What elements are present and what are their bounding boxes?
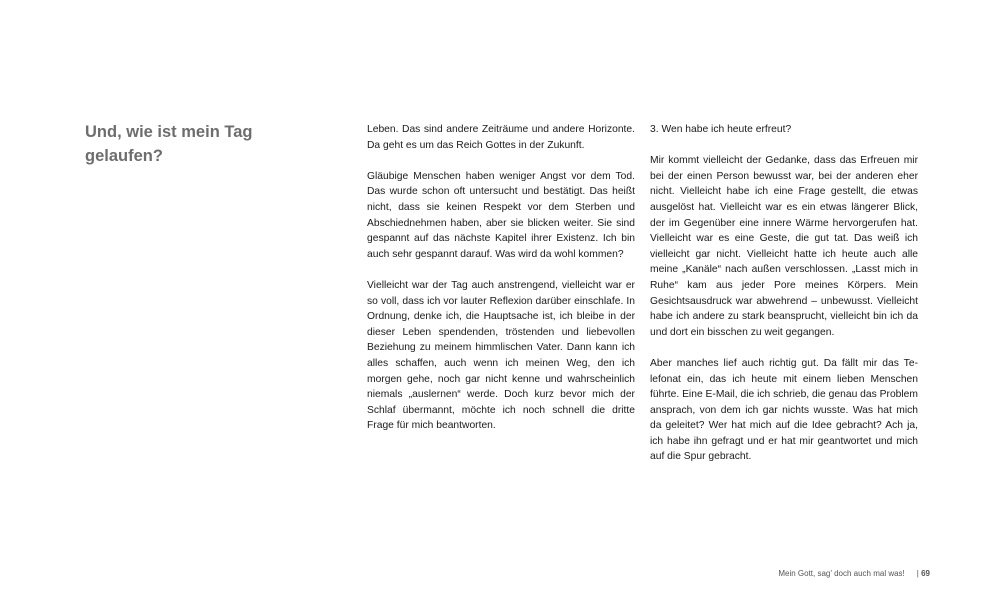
question-heading: 3. Wen habe ich heute erfreut? (650, 124, 792, 135)
paragraph: Mir kommt vielleicht der Gedanke, dass das Erfreuen mir bei der einen Person bewusst war, bei der anderen eher nicht. Vielleicht habe ich eine Frage gestellt, die etwas ausgelöst hat. Vielleicht war es ein etwas längerer Blick, der im Gegenüber eine innere Wärme hervorgerufen hat. Vielleicht war es eine Geste, die gut tat. Das weiß ich vielleicht gar nicht. Vielleicht hatte ich heute auch alle meine „Kanäle“ nach außen verschlossen. „Lasst mich in Ruhe“ kam aus jeder Pore meines Körpers. Mein Gesichtsausdruck war abwehrend – unbewusst. Vielleicht habe ich andere zu stark beansprucht, vielleicht bin ich da und dort ein bisschen zu weit gegangen. (650, 155, 918, 338)
section-heading: Und, wie ist mein Tag gelaufen? (85, 123, 253, 165)
paragraph: Leben. Das sind andere Zeiträume und andere Horizonte. Da geht es um das Reich Gottes in der Zukunft. (367, 124, 635, 151)
paragraph: Vielleicht war der Tag auch anstrengend, vielleicht war er so voll, dass ich vor lauter Reflexion darüber einschlafe. In Ordnung, denke ich, die Hauptsache ist, ich bleibe in der dieser Leben spendenden, tröstenden und liebevollen Beziehung zu meinem himmlischen Vater. Dann kann ich alles schaffen, auch wenn ich meinen Weg, den ich morgen gehe, noch gar nicht kenne und wahrscheinlich niemals „auslernen“ werde. Doch kurz bevor mich der Schlaf übermannt, möchte ich noch schnell die dritte Frage für mich beantworten. (367, 279, 635, 432)
page-number: 69 (921, 569, 930, 578)
page-footer (700, 569, 930, 578)
left-column (367, 122, 635, 449)
running-title: Mein Gott, sag’ doch auch mal was! (778, 569, 905, 578)
paragraph: Aber manches lief auch richtig gut. Da fällt mir das Telefonat ein, das ich heute mit einem lieben Menschen führte. Eine E-Mail, die ich schrieb, die genau das Problem ansprach, von dem ich gar nichts wusste. Was hat mich da geleitet? Wer hat mich auf die Idee gebracht? Ach ja, ich habe ihn gefragt und er hat mir geantwortet und mich auf die Spur gebracht. (650, 357, 918, 463)
paragraph: Gläubige Menschen haben weniger Angst vor dem Tod. Das wurde schon oft untersucht und bestätigt. Das heißt nicht, dass sie keinen Respekt vor dem Sterben und Abschiednehmen haben, aber sie blicken weiter. Sie sind gespannt auf das nächste Kapitel ihrer Existenz. Ich bin auch sehr gespannt darauf. Was wird da wohl kommen? (367, 170, 635, 260)
footer-separator: | (916, 569, 919, 578)
right-column (650, 122, 918, 481)
